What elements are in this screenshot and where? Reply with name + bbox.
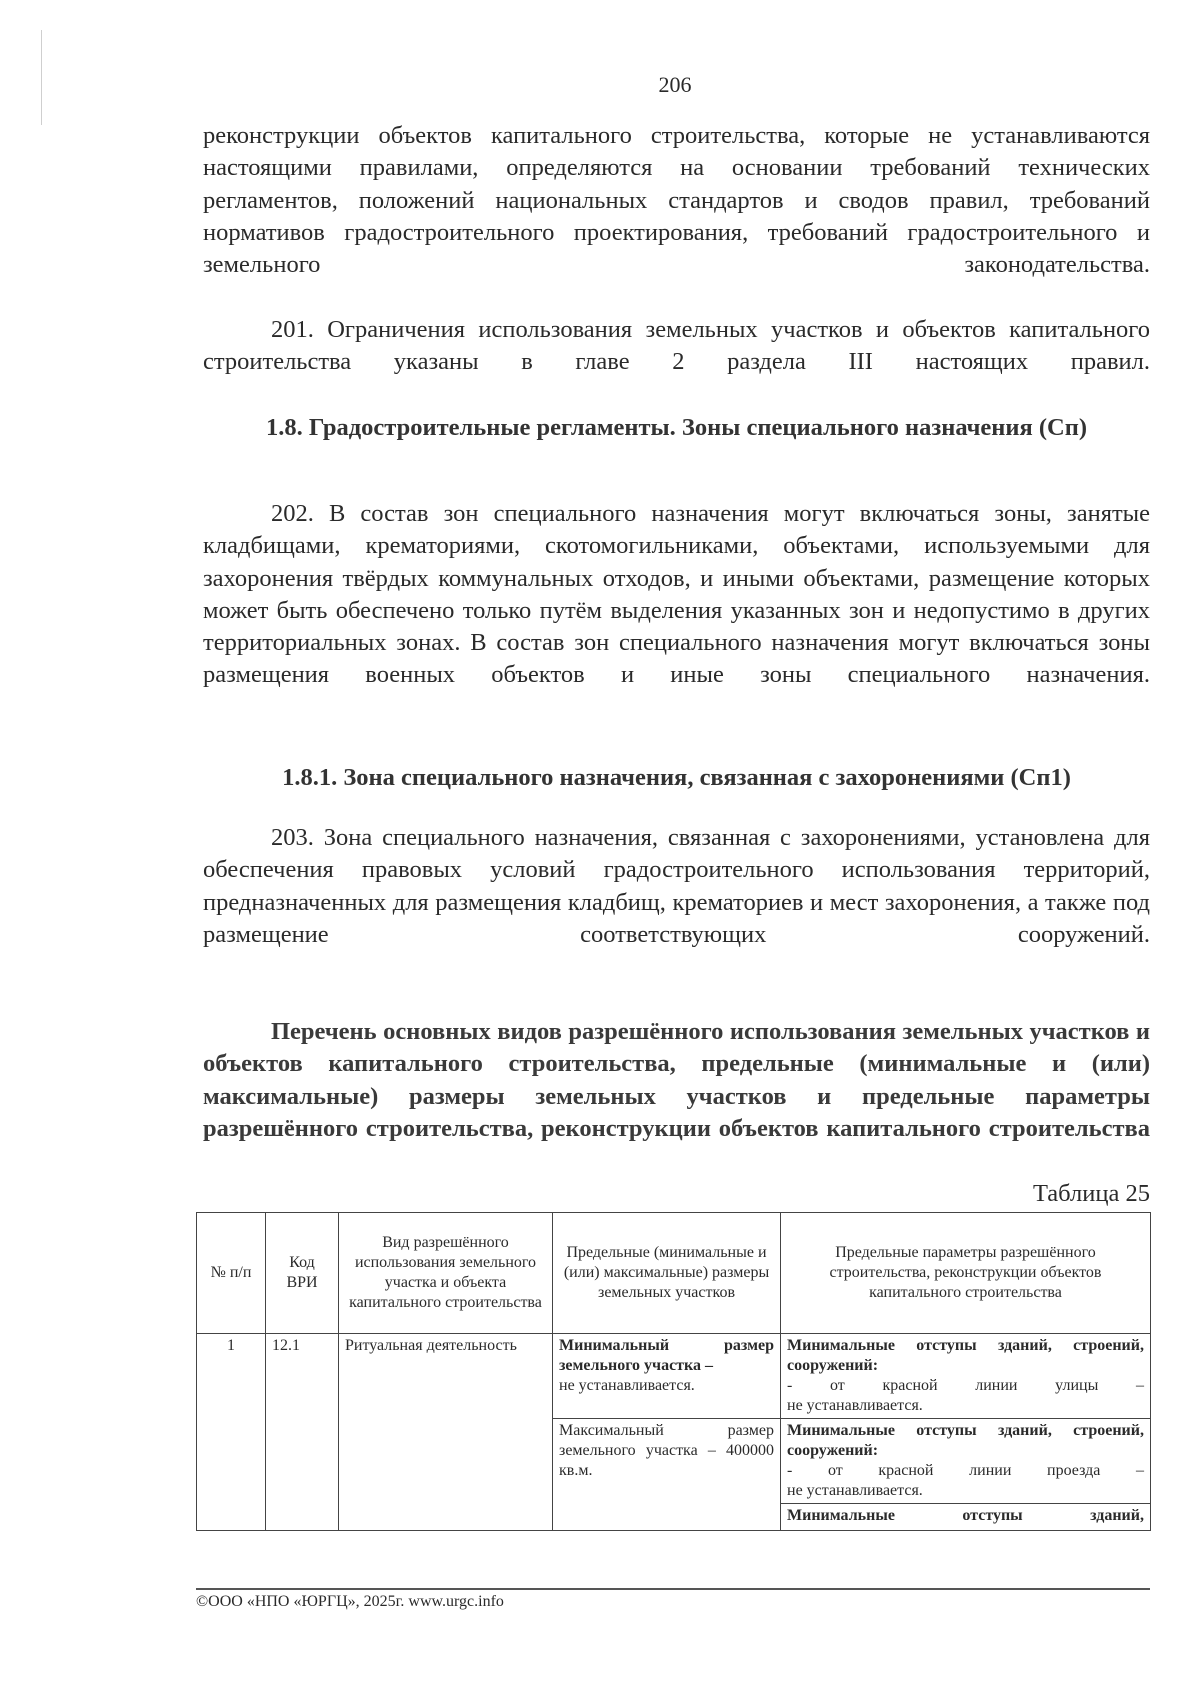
param2-value: не устанавливается.	[787, 1482, 923, 1499]
header-code: Код ВРИ	[266, 1213, 339, 1334]
cell-param-1	[781, 1334, 1151, 1419]
table-label: Таблица 25	[1032, 1180, 1150, 1207]
param2-label: Минимальные отступы зданий, строений, сооружений:	[787, 1422, 1144, 1459]
header-num: № п/п	[197, 1213, 266, 1334]
regulations-table	[196, 1212, 1151, 1531]
list-title: Перечень основных видов разрешённого использования земельных участков и объектов капитального строительства, предельные (минимальные и (или) максимальные) размеры земельных участков и предельные параметры разрешённого строительства, реконструкции объектов капитального строительства	[203, 1018, 1150, 1142]
header-kind: Вид разрешённого использования земельного участка и объекта капитального строительства	[339, 1213, 553, 1334]
param1-item: - от красной линии улицы –	[787, 1377, 1144, 1394]
page-number: 206	[658, 72, 692, 97]
heading-1-8: 1.8. Градостроительные регламенты. Зоны специального назначения (Сп)	[265, 414, 1088, 441]
footer-text: ©ООО «НПО «ЮРГЦ», 2025г. www.urgc.info	[196, 1593, 504, 1610]
cell-size-min	[553, 1334, 781, 1419]
paragraph-203: 203. Зона специального назначения, связанная с захоронениями, установлена для обеспечения правовых условий градостроительного использования территорий, предназначенных для размещения кладбищ, крематориев и мест захоронения, а также под размещение соответствующих сооружений.	[203, 824, 1150, 948]
footer-divider	[196, 1588, 1150, 1590]
cell-kind: Ритуальная деятельность	[339, 1334, 553, 1531]
cell-param-2	[781, 1419, 1151, 1504]
heading-1-8-1: 1.8.1. Зона специального назначения, связанная с захоронениями (Сп1)	[282, 764, 1071, 791]
table-header-row	[197, 1213, 1151, 1334]
param1-value: не устанавливается.	[787, 1397, 923, 1414]
cell-num: 1	[197, 1334, 266, 1531]
size-min-label: Минимальный размер земельного участка –	[559, 1337, 774, 1374]
paragraph-continuation: реконструкции объектов капитального строительства, которые не устанавливаются настоящими правилами, определяются на основании требований технических регламентов, положений национальных стандартов и сводов правил, требований нормативов градостроительного проектирования, требований градостроительного и земельного законодательства.	[203, 122, 1150, 279]
paragraph-202: 202. В состав зон специального назначения могут включаться зоны, занятые кладбищами, крематориями, скотомогильниками, объектами, используемыми для захоронения твёрдых коммунальных отходов, и иными объектами, размещение которых может быть обеспечено только путём выделения указанных зон и недопустимо в других территориальных зонах. В состав зон специального назначения могут включаться зоны размещения военных объектов и иные зоны специального назначения.	[203, 500, 1150, 689]
param3-label: Минимальные отступы зданий,	[787, 1507, 1144, 1524]
size-min-value: не устанавливается.	[559, 1377, 695, 1394]
cell-size-max: Максимальный размер земельного участка – 400000 кв.м.	[553, 1419, 781, 1531]
cell-param-3	[781, 1504, 1151, 1531]
cell-code: 12.1	[266, 1334, 339, 1531]
header-size: Предельные (минимальные и (или) максимальные) размеры земельных участков	[553, 1213, 781, 1334]
table-row	[197, 1334, 1151, 1419]
header-params: Предельные параметры разрешённого строительства, реконструкции объектов капитального строительства	[781, 1213, 1151, 1334]
paragraph-201: 201. Ограничения использования земельных участков и объектов капитального строительства указаны в главе 2 раздела III настоящих правил.	[203, 316, 1150, 376]
param2-item: - от красной линии проезда –	[787, 1462, 1144, 1479]
param1-label: Минимальные отступы зданий, строений, сооружений:	[787, 1337, 1144, 1374]
